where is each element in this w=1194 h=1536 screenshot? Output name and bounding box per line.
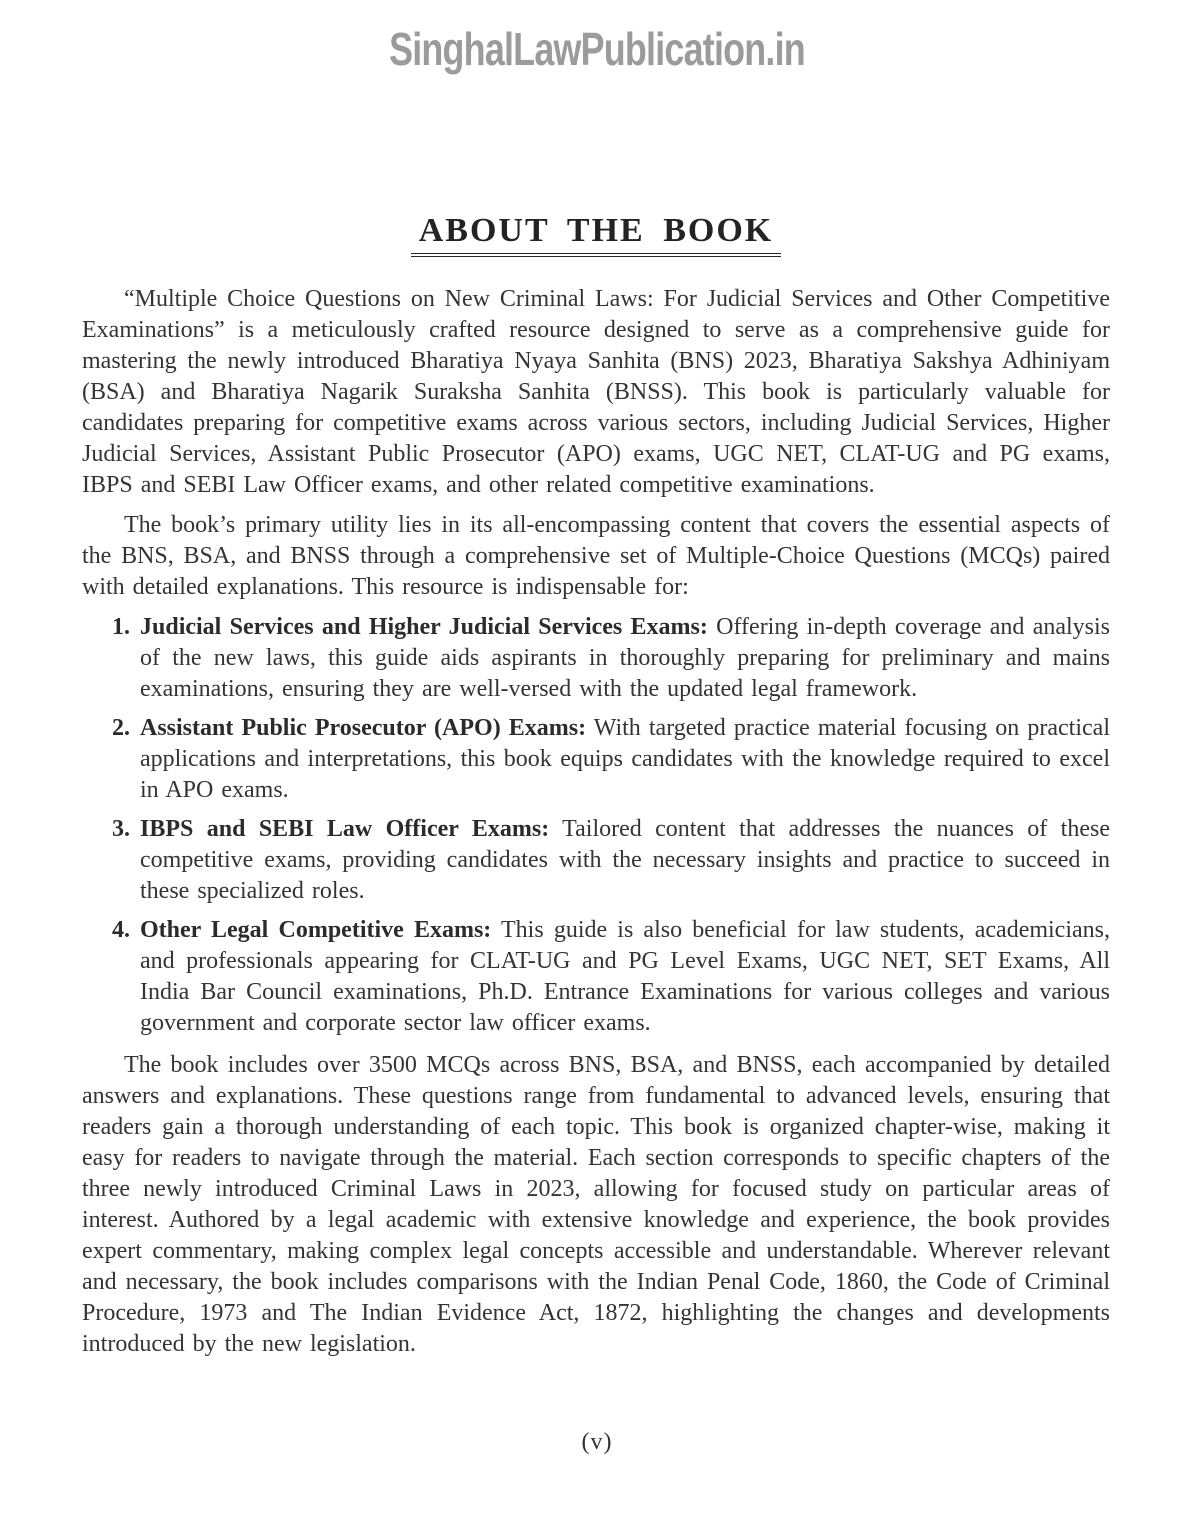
list-number: 2. (112, 715, 130, 741)
page-title-row (82, 212, 1110, 257)
list-item-heading: Assistant Public Prosecutor (APO) Exams: (140, 715, 587, 741)
publisher-watermark: SinghalLawPublication.in (389, 23, 805, 75)
page-number: (v) (581, 1429, 613, 1455)
list-item-judicial-services (82, 612, 1110, 705)
list-item-body: With targeted practice material focusing on practical applications and interpretations, this book equips candidates with the knowledge required to excel in APO exams. (140, 715, 1110, 803)
list-item-body: Offering in-depth coverage and analysis of the new laws, this guide aids aspirants in thoroughly preparing for preliminary and mains examinations, ensuring they are well-versed with the updated legal framework. (140, 614, 1111, 702)
page-title: ABOUT THE BOOK (411, 212, 782, 257)
list-item-body: Tailored content that addresses the nuances of these competitive exams, providing candidates with the necessary insights and practice to succeed in these specialized roles. (140, 816, 1110, 904)
list-number: 4. (112, 917, 130, 943)
exam-use-case-list (82, 612, 1110, 1039)
page-content (82, 212, 1110, 1369)
list-item-heading: Other Legal Competitive Exams: (140, 917, 492, 943)
list-item-heading: Judicial Services and Higher Judicial Services Exams: (140, 614, 708, 640)
list-item-body: This guide is also beneficial for law students, academicians, and professionals appearing for CLAT-UG and PG Level Exams, UGC NET, SET Exams, All India Bar Council examinations, Ph.D. Entrance Examinations for various colleges and various government and corporate sector law officer exams. (140, 917, 1110, 1036)
list-item-other-legal-exams (82, 915, 1110, 1039)
list-item-text (140, 713, 1110, 806)
list-item-text (140, 612, 1110, 705)
paragraph-primary-utility: The book’s primary utility lies in its all-encompassing content that covers the essential aspects of the BNS, BSA, and BNSS through a comprehensive set of Multiple-Choice Questions (MCQs) paired with detailed explanations. This resource is indispensable for: (82, 512, 1110, 600)
list-number: 3. (112, 816, 130, 842)
list-item-ibps-sebi (82, 814, 1110, 907)
list-item-text (140, 814, 1110, 907)
paragraph-book-intro: “Multiple Choice Questions on New Criminal Laws: For Judicial Services and Other Competitive Examinations” is a meticulously crafted resource designed to serve as a comprehensive guide for mastering the newly introduced Bharatiya Nyaya Sanhita (BNS) 2023, Bharatiya Sakshya Adhiniyam (BSA) and Bharatiya Nagarik Suraksha Sanhita (BNSS). This book is particularly valuable for candidates preparing for competitive exams across various sectors, including Judicial Services, Higher Judicial Services, Assistant Public Prosecutor (APO) exams, UGC NET, CLAT-UG and PG exams, IBPS and SEBI Law Officer exams, and other related competitive examinations. (82, 286, 1110, 498)
list-item-apo-exams (82, 713, 1110, 806)
list-number: 1. (112, 614, 130, 640)
paragraph-book-contents: The book includes over 3500 MCQs across BNS, BSA, and BNSS, each accompanied by detailed answers and explanations. These questions range from fundamental to advanced levels, ensuring that readers gain a thorough understanding of each topic. This book is organized chapter-wise, making it easy for readers to navigate through the material. Each section corresponds to specific chapters of the three newly introduced Criminal Laws in 2023, allowing for focused study on particular areas of interest. Authored by a legal academic with extensive knowledge and experience, the book provides expert commentary, making complex legal concepts accessible and understandable. Wherever relevant and necessary, the book includes comparisons with the Indian Penal Code, 1860, the Code of Criminal Procedure, 1973 and The Indian Evidence Act, 1872, highlighting the changes and developments introduced by the new legislation. (82, 1052, 1110, 1357)
list-item-text (140, 915, 1110, 1039)
list-item-heading: IBPS and SEBI Law Officer Exams: (140, 816, 550, 842)
